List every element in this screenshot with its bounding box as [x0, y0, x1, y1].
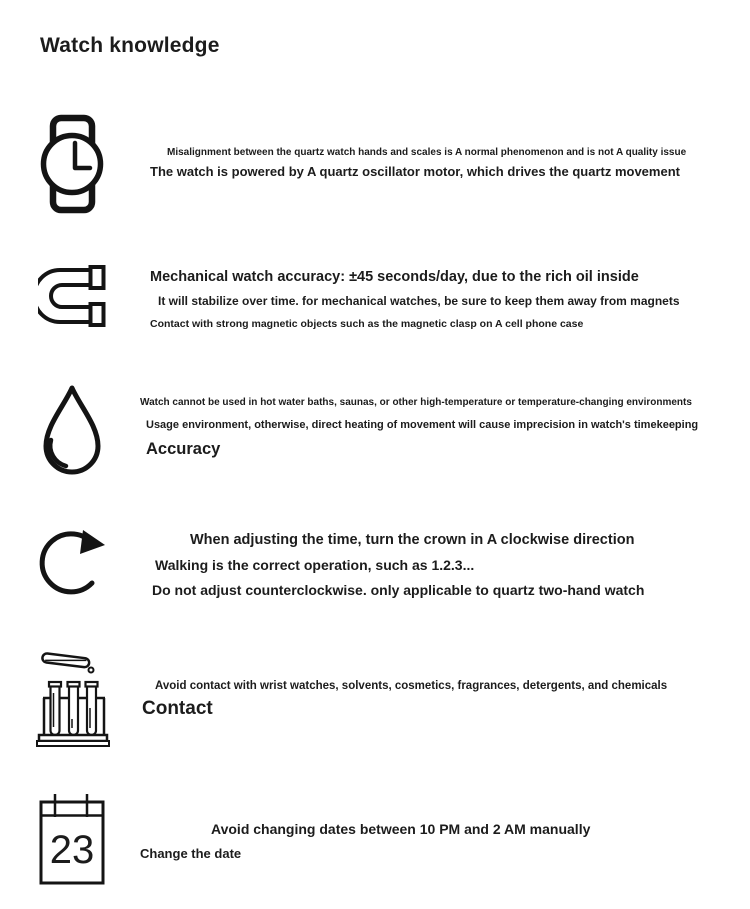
calendar-icon [38, 790, 108, 886]
watch-icon [40, 110, 110, 220]
date-change-heading: Change the date [140, 846, 242, 861]
page-title: Watch knowledge [40, 34, 220, 57]
crown-note-walking: Walking is the correct operation, such as 1.2.3... [155, 557, 475, 573]
quartz-note-main: The watch is powered by A quartz oscillator motor, which drives the quartz movement [150, 164, 680, 179]
magnet-note-accuracy: Mechanical watch accuracy: ±45 seconds/day, due to the rich oil inside [150, 269, 639, 285]
magnet-icon [38, 260, 110, 332]
magnet-note-contact: Contact with strong magnetic objects such as the magnetic clasp on A cell phone case [150, 318, 584, 330]
contact-heading: Contact [142, 698, 213, 719]
crown-note-clockwise: When adjusting the time, turn the crown in A clockwise direction [190, 532, 635, 548]
temperature-note-usage: Usage environment, otherwise, direct heating of movement will cause imprecision in watch's timekeeping [146, 419, 699, 431]
crown-note-counterclockwise: Do not adjust counterclockwise. only applicable to quartz two-hand watch [152, 582, 645, 598]
temperature-note-small: Watch cannot be used in hot water baths, saunas, or other high-temperature or temperature-changing environments [140, 397, 692, 408]
magnet-note-stabilize: It will stabilize over time. for mechanical watches, be sure to keep them away from magnets [158, 294, 680, 308]
quartz-note-small: Misalignment between the quartz watch hands and scales is A normal phenomenon and is not A quality issue [167, 147, 687, 158]
clockwise-arrow-icon [38, 528, 110, 600]
test-tubes-icon [34, 645, 114, 750]
chemicals-note: Avoid contact with wrist watches, solvents, cosmetics, fragrances, detergents, and chemicals [155, 680, 668, 692]
date-change-note: Avoid changing dates between 10 PM and 2 AM manually [211, 821, 591, 837]
water-drop-icon [38, 382, 110, 482]
accuracy-heading: Accuracy [146, 440, 221, 458]
calendar-day-number: 23 [49, 828, 95, 872]
